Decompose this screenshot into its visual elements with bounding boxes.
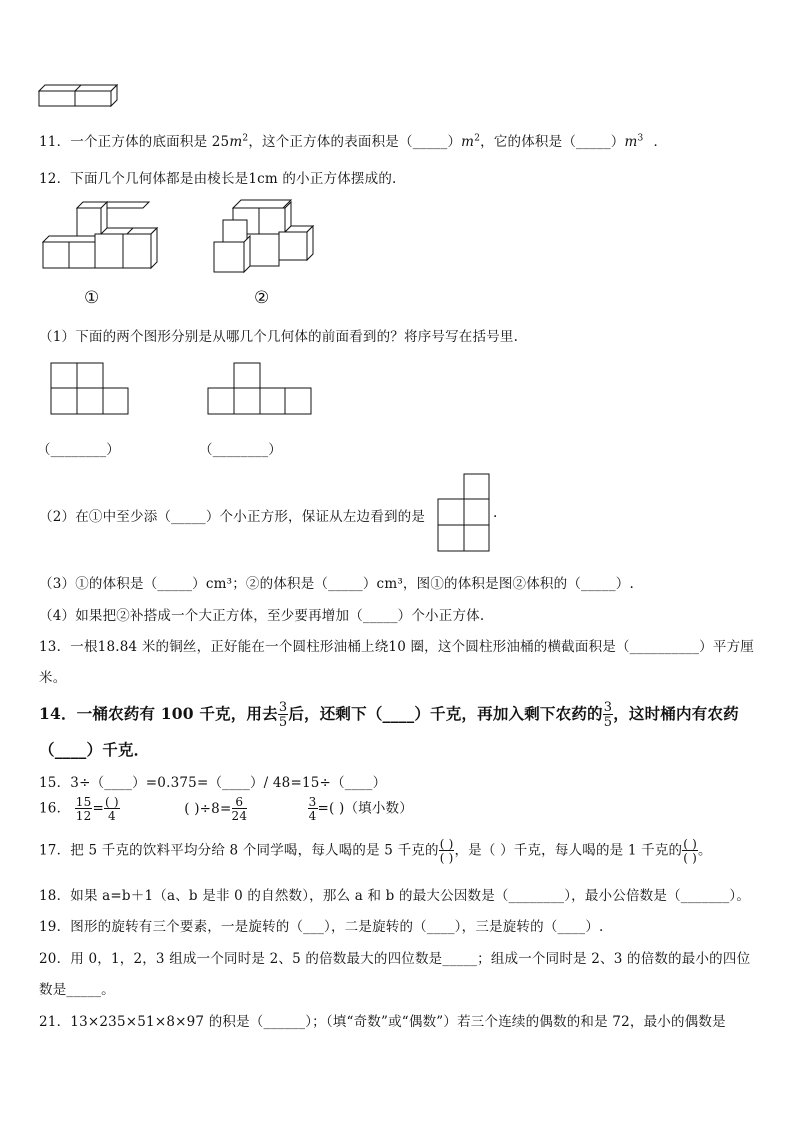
q11-unit-2: m [461, 134, 475, 150]
q16-fraction-1 [75, 796, 93, 822]
question-14-line-1 [39, 701, 739, 729]
question-12-part-2-end: . [493, 505, 498, 521]
q17-f1-den: ( ) [439, 851, 454, 865]
question-11 [39, 130, 667, 150]
q14-part-c: ，这时桶内有农药 [613, 704, 739, 723]
q16-fraction-3 [232, 796, 248, 822]
q17-f1-num: ( ) [439, 837, 454, 851]
q14-fraction-1 [278, 701, 288, 729]
q11-unit: m [229, 134, 243, 150]
answer-blank-1[interactable]: （________） [37, 442, 120, 458]
question-12-part-1: （1）下面的两个图形分别是从哪几个几何体的前面看到的？将序号写在括号里. [39, 329, 519, 345]
q16-fraction-4 [308, 796, 318, 822]
q14-frac2-den: 5 [603, 715, 613, 730]
q16-f4-num: 3 [308, 795, 317, 809]
q16-eq: = [92, 800, 104, 817]
figure-1-label: ① [84, 288, 100, 308]
question-20-line-1: 20．用 0，1，2，3 组成一个同时是 2、5 的倍数最大的四位数是_____；组成一个同时是 2、3 的倍数的最小的四位 [39, 951, 751, 967]
front-view-grid-b [207, 362, 313, 416]
question-14-line-2: （____）千克． [39, 740, 150, 759]
cuboid-bar-figure [38, 84, 120, 108]
solid-figure-2 [212, 198, 317, 278]
question-12-stem: 12．下面几个几何体都是由棱长是1cm 的小正方体摆成的. [39, 171, 397, 187]
q11-sup-3: 3 [637, 133, 644, 144]
q11-sup-2: 2 [474, 133, 481, 144]
q17-f2-den: ( ) [683, 851, 698, 865]
q14-frac1-den: 5 [278, 715, 288, 730]
question-12-part-4: （4）如果把②补搭成一个大正方体，至少要再增加（_____）个小正方体. [39, 608, 485, 624]
q16-f2-den: 4 [107, 809, 116, 823]
q16-label: 16． [39, 800, 71, 817]
question-18: 18．如果 a=b＋1（a、b 是非 0 的自然数），那么 a 和 b 的最大公因数是（________），最小公倍数是（_______）。 [39, 888, 751, 904]
question-21: 21．13×235×51×8×97 的积是（______）；（填“奇数”或“偶数”）若三个连续的偶数的和是 72，最小的偶数是 [39, 1014, 726, 1030]
q17-fraction-2 [682, 838, 698, 864]
q16-f2-num: ( ) [104, 795, 119, 809]
q16-tail: =( )（填小数） [317, 800, 413, 817]
question-16 [39, 796, 413, 822]
question-12-part-3: （3）①的体积是（_____）cm³；②的体积是（_____）cm³，图①的体积是图②体积的（_____）. [39, 576, 634, 592]
q11-part-a: 11．一个正方体的底面积是 25 [39, 134, 230, 150]
q17-part-a: 17．把 5 千克的饮料平均分给 8 个同学喝，每人喝的是 5 千克的 [39, 842, 439, 859]
q16-fraction-2 [104, 796, 120, 822]
front-view-grid-a [50, 362, 130, 416]
q16-f3-den: 24 [231, 809, 248, 823]
question-15: 15．3÷（____）=0.375=（____）/ 48=15÷（____） [39, 775, 387, 791]
q16-f1-num: 15 [75, 795, 92, 809]
answer-blank-2[interactable]: （________） [199, 442, 282, 458]
q14-frac1-num: 3 [278, 700, 288, 715]
left-view-grid [437, 473, 491, 553]
q14-fraction-2 [603, 701, 613, 729]
q17-f2-num: ( ) [683, 837, 698, 851]
q17-fraction-1 [439, 838, 455, 864]
q14-frac2-num: 3 [603, 700, 613, 715]
figure-2-label: ② [254, 288, 270, 308]
q11-part-c: ，它的体积是（_____） [480, 134, 625, 150]
solid-figure-1 [40, 200, 165, 270]
q11-part-d: ． [653, 134, 668, 150]
question-12-part-2 [39, 505, 425, 525]
question-13-line-1: 13．一根18.84 米的铜丝，正好能在一个圆柱形油桶上绕10 圈，这个圆柱形油桶的横截面积是（__________）平方厘 [39, 639, 754, 655]
question-19: 19．图形的旋转有三个要素，一是旋转的（___），二是旋转的（____），三是旋转的（____）. [39, 919, 604, 935]
q14-part-a: 14．一桶农药有 100 千克，用去 [39, 704, 278, 723]
q17-part-b: ，是（ ）千克，每人喝的是 1 千克的 [454, 842, 683, 859]
q16-f4-den: 4 [308, 809, 317, 823]
q11-unit-3: m [624, 134, 638, 150]
question-17 [39, 838, 712, 864]
question-20-line-2: 数是_____。 [39, 982, 115, 998]
q17-part-c: 。 [698, 842, 712, 859]
q11-sup: 2 [242, 133, 249, 144]
q11-part-b: ，这个正方体的表面积是（_____） [248, 134, 462, 150]
q16-middle: ( )÷8= [184, 800, 232, 817]
q16-f3-num: 6 [232, 796, 248, 809]
q14-part-b: 后，还剩下（____）千克，再加入剩下农药的 [288, 704, 603, 723]
q12-part-2-text: （2）在①中至少添（_____）个小正方形，保证从左边看到的是 [39, 509, 426, 525]
q16-f1-den: 12 [75, 809, 92, 823]
question-13-line-2: 米。 [39, 670, 67, 686]
